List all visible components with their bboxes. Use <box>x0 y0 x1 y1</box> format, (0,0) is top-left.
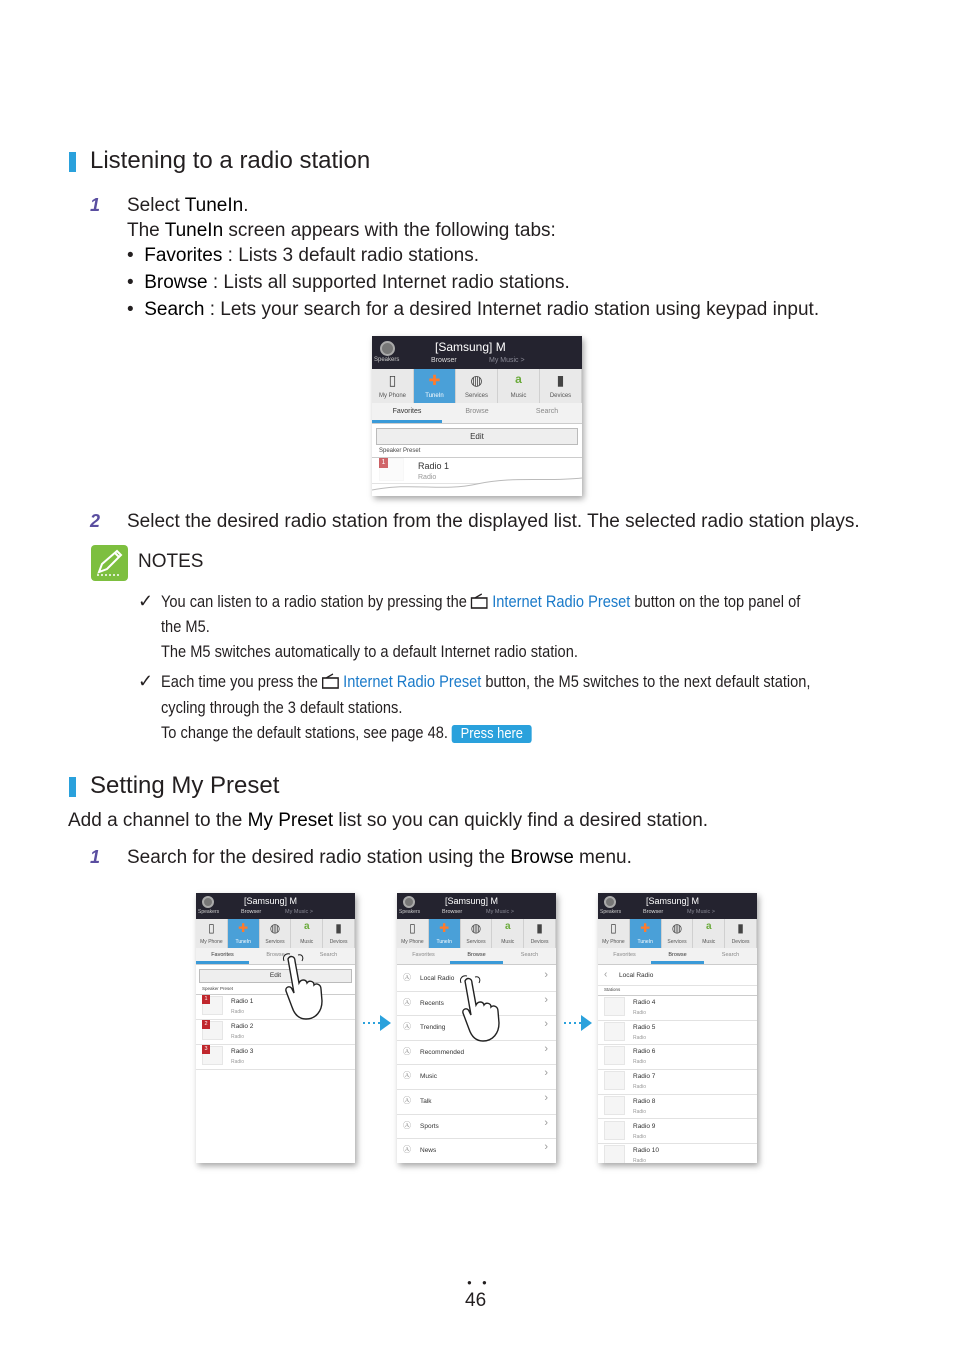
text: button, the M5 switches to the next default station, <box>481 672 811 691</box>
item-subtitle: Radio <box>633 1034 647 1041</box>
tabs <box>196 948 355 965</box>
note1-line2: the M5. <box>161 617 210 636</box>
nav-music[interactable] <box>492 919 524 948</box>
text: Search for the desired radio station using the <box>127 847 511 868</box>
edit-button[interactable]: Edit <box>199 969 352 983</box>
text: TuneIn <box>436 939 452 945</box>
note1-line3: The M5 switches automatically to a default Internet radio station. <box>161 642 578 661</box>
text: Services <box>265 939 285 945</box>
radio-preset-icon <box>322 673 339 694</box>
bullet-dot: • <box>127 245 145 266</box>
section2-intro <box>68 810 708 832</box>
list-item[interactable] <box>598 1069 757 1095</box>
note1-line1 <box>161 592 800 614</box>
item-name: Radio 6 <box>633 1048 656 1056</box>
tab-favorites[interactable]: Favorites <box>613 952 636 958</box>
browser-tab: Browser <box>431 357 457 364</box>
nav-services[interactable] <box>461 919 493 948</box>
step-number: 2 <box>90 511 101 531</box>
text: To change the default stations, see page 48. <box>161 723 448 742</box>
radio-preset-icon <box>471 593 488 614</box>
item-subtitle: Radio <box>231 1034 245 1040</box>
nav-services[interactable] <box>260 919 292 948</box>
text: list so you can quickly find a desired station. <box>333 810 709 831</box>
hand-pointer-icon <box>459 975 507 1045</box>
speakers-label: Speakers <box>600 909 622 915</box>
browser-tab: Browser <box>442 909 463 915</box>
speaker-icon <box>403 896 415 908</box>
step-number: 1 <box>90 195 101 215</box>
chevron-right-icon: › <box>544 1116 548 1129</box>
nav-music[interactable] <box>693 919 725 948</box>
text: TuneIn <box>425 393 444 399</box>
my-preset-label: My Preset <box>247 810 334 831</box>
nav-devices[interactable] <box>323 919 355 948</box>
tab-search[interactable]: Search <box>319 952 338 958</box>
speaker-icon <box>380 341 395 356</box>
tab-search[interactable]: Search <box>520 952 539 958</box>
list-item[interactable] <box>397 1114 556 1140</box>
bullet-browse <box>127 272 570 294</box>
nav-bar <box>196 919 355 948</box>
notes-label: NOTES <box>138 551 204 572</box>
device-icon: ▮ <box>335 921 342 935</box>
tab-browse[interactable]: Browse <box>651 948 704 964</box>
local-radio-label: Local Radio <box>619 972 654 979</box>
device-icon: ▮ <box>556 372 565 388</box>
item-name: Radio 9 <box>633 1122 656 1130</box>
text: My Phone <box>378 393 406 399</box>
hand-pointer-icon <box>282 953 330 1023</box>
antenna-icon: Ⓐ <box>403 1046 411 1056</box>
text: screen appears with the following tabs: <box>223 220 556 241</box>
text: My Music <box>687 909 711 915</box>
nav-music[interactable] <box>291 919 323 948</box>
nav-devices[interactable] <box>540 369 582 403</box>
nav-bar <box>397 919 556 948</box>
list-item[interactable] <box>397 1089 556 1115</box>
text: Each time you press the <box>161 672 322 691</box>
text: TuneIn <box>235 939 251 945</box>
list-item[interactable] <box>598 1119 757 1145</box>
nav-bar <box>372 369 582 403</box>
press-here-button[interactable]: Press here <box>452 725 532 743</box>
item-subtitle: Radio <box>633 1084 647 1091</box>
phone-screenshot-favorites-tap <box>196 893 355 1163</box>
phone-screenshot-browse <box>397 893 556 1163</box>
text: : Lists 3 default radio stations. <box>222 245 479 266</box>
antenna-icon: Ⓐ <box>403 1022 411 1032</box>
item-subtitle: Radio <box>231 1059 245 1065</box>
phone-icon: ▯ <box>388 372 397 388</box>
section-title-listening: Listening to a radio station <box>90 147 371 174</box>
item-name: Sports <box>420 1122 439 1130</box>
text: Devices <box>549 393 572 399</box>
text: My Phone <box>602 939 625 945</box>
preset-flag: 1 <box>379 458 388 468</box>
note2-line3 <box>161 723 532 743</box>
item-name: Recommended <box>420 1048 465 1056</box>
antenna-icon: Ⓐ <box>403 973 411 982</box>
tunein-label: TuneIn <box>184 195 244 216</box>
station-thumbnail <box>604 1071 625 1090</box>
nav-services[interactable] <box>456 369 498 403</box>
tab-search[interactable]: Search <box>535 408 559 415</box>
preset-flag: 1 <box>202 995 210 1004</box>
text: Music <box>702 939 716 945</box>
phone-icon: ▯ <box>610 921 617 935</box>
tabs <box>372 403 582 424</box>
text: Music <box>300 939 314 945</box>
speaker-preset-header: Speaker Preset <box>372 448 582 458</box>
antenna-icon: Ⓐ <box>403 1120 411 1130</box>
section-marker <box>69 777 76 797</box>
my-music-tab: My Music > <box>486 909 514 915</box>
amazon-icon: a <box>304 921 310 932</box>
antenna-icon: Ⓐ <box>403 1145 411 1155</box>
item-subtitle: Radio <box>633 1158 647 1163</box>
item-name: News <box>420 1147 437 1155</box>
app-header <box>598 893 757 919</box>
station-thumbnail <box>604 1121 625 1140</box>
text: Select <box>127 195 185 216</box>
item-name: Radio 2 <box>231 1023 254 1030</box>
tab-favorites[interactable]: Favorites <box>412 952 435 958</box>
phone-screenshot-local-radio <box>598 893 757 1163</box>
item-name: Radio 5 <box>633 1023 656 1031</box>
chevron-right-icon: › <box>544 993 548 1006</box>
bullet-favorites <box>127 245 479 267</box>
list-item[interactable] <box>196 1044 355 1070</box>
text: My Music <box>489 357 519 364</box>
globe-icon: ◍ <box>671 921 683 935</box>
station-name: Radio 1 <box>418 461 450 471</box>
list-item[interactable] <box>397 1138 556 1163</box>
device-title: [Samsung] M <box>435 340 506 354</box>
preset-flag: 3 <box>202 1045 210 1054</box>
item-name: Radio 1 <box>231 998 254 1005</box>
item-subtitle: Radio <box>633 1010 647 1016</box>
tunein-icon: ✚ <box>428 372 441 388</box>
internet-radio-preset-label: Internet Radio Preset <box>492 592 631 611</box>
device-icon: ▮ <box>536 921 543 935</box>
globe-icon: ◍ <box>470 372 483 388</box>
check-icon: ✓ <box>138 591 154 611</box>
item-name: Local Radio <box>420 975 455 982</box>
section2-step1 <box>127 847 632 869</box>
text: : Lets your search for a desired Internet radio station using keypad input. <box>204 299 820 320</box>
text: Services <box>667 939 687 945</box>
tab-browse[interactable]: Browse <box>465 408 489 415</box>
tunein-icon: ✚ <box>439 921 450 935</box>
text: Devices <box>731 939 750 945</box>
tab-search[interactable]: Search <box>721 952 740 958</box>
list-item[interactable] <box>598 995 757 1021</box>
tunein-icon: ✚ <box>640 921 651 935</box>
tab-browse[interactable]: Browse <box>450 948 503 964</box>
list-item[interactable] <box>397 1064 556 1090</box>
list-item[interactable] <box>196 994 355 1020</box>
list-item[interactable] <box>598 1143 757 1163</box>
item-subtitle: Radio <box>633 1108 647 1115</box>
bullet-search <box>127 299 819 321</box>
list-item[interactable] <box>598 1044 757 1070</box>
bullet-dot: • <box>127 299 145 320</box>
chevron-right-icon: › <box>544 1042 548 1055</box>
device-title: [Samsung] M <box>646 896 700 906</box>
search-label: Search <box>144 299 205 320</box>
item-name: Recents <box>420 999 444 1007</box>
browser-tab: Browser <box>643 909 664 915</box>
section-marker <box>69 152 76 172</box>
note2-line2: cycling through the 3 default stations. <box>161 698 403 717</box>
step2-text: Select the desired radio station from the displayed list. The selected radio station plays. <box>127 511 860 532</box>
list-item[interactable] <box>196 1019 355 1045</box>
back-chevron-icon: ‹ <box>604 969 608 980</box>
nav-my-phone[interactable] <box>598 919 630 948</box>
text: Music <box>510 393 527 399</box>
text: button on the top panel of <box>630 592 801 611</box>
internet-radio-preset-label: Internet Radio Preset <box>343 672 482 691</box>
app-header <box>372 336 582 369</box>
phone-icon: ▯ <box>208 921 215 935</box>
amazon-icon: a <box>505 921 511 932</box>
list-item[interactable] <box>598 1094 757 1120</box>
tab-favorites[interactable]: Favorites <box>196 948 249 964</box>
speakers-label: Speakers <box>374 357 400 363</box>
nav-my-phone[interactable] <box>397 919 429 948</box>
speakers-label: Speakers <box>198 909 220 915</box>
app-header <box>196 893 355 919</box>
antenna-icon: Ⓐ <box>403 997 411 1007</box>
tunein-icon: ✚ <box>238 921 249 935</box>
text: Devices <box>329 939 348 945</box>
amazon-icon: a <box>515 372 522 386</box>
station-type: Radio <box>418 474 437 481</box>
list-item[interactable] <box>598 1020 757 1046</box>
phone-icon: ▯ <box>409 921 416 935</box>
amazon-icon: a <box>706 921 712 932</box>
chevron-right-icon: › <box>544 969 548 981</box>
item-name: Talk <box>420 1098 432 1105</box>
nav-tunein[interactable] <box>429 919 461 948</box>
bullet-dot: • <box>127 272 145 293</box>
device-icon: ▮ <box>737 921 744 935</box>
chevron-right-icon: › <box>544 1067 548 1080</box>
station-thumbnail <box>604 997 625 1016</box>
tunein-label: TuneIn <box>164 220 224 241</box>
edit-button[interactable]: Edit <box>376 428 578 445</box>
favorites-label: Favorites <box>144 245 223 266</box>
speaker-icon <box>202 896 214 908</box>
chevron-right-icon: › <box>544 1018 548 1031</box>
device-title: [Samsung] M <box>244 896 298 906</box>
speakers-label: Speakers <box>399 909 421 915</box>
nav-my-phone[interactable] <box>372 369 414 403</box>
speaker-icon <box>604 896 616 908</box>
item-subtitle: Radio <box>633 1059 647 1066</box>
device-title: [Samsung] M <box>445 896 499 906</box>
app-header <box>397 893 556 919</box>
nav-music[interactable] <box>498 369 540 403</box>
nav-devices[interactable] <box>725 919 757 948</box>
page-number: 46 <box>465 1290 487 1311</box>
browser-tab: Browser <box>241 909 262 915</box>
page-dots: ● ● <box>467 1278 491 1287</box>
text: My Music <box>486 909 510 915</box>
my-music-tab: My Music > <box>285 909 313 915</box>
text: My Phone <box>401 939 424 945</box>
nav-services[interactable] <box>662 919 694 948</box>
browse-label: Browse <box>510 847 574 868</box>
note2-line1 <box>161 672 810 694</box>
phone-screenshot-favorites <box>372 336 582 496</box>
antenna-icon: Ⓐ <box>403 1096 411 1105</box>
my-music-tab: My Music > <box>687 909 715 915</box>
nav-tunein[interactable] <box>228 919 260 948</box>
nav-tunein[interactable] <box>414 369 456 403</box>
text: . <box>243 195 249 216</box>
item-name: Music <box>420 1073 437 1081</box>
station-thumbnail <box>604 1096 625 1115</box>
tabs <box>598 948 757 965</box>
text: My Music <box>285 909 309 915</box>
item-name: Radio 10 <box>633 1147 660 1155</box>
station-thumbnail <box>604 1145 625 1163</box>
nav-bar <box>598 919 757 948</box>
speaker-preset-header: Speaker Preset <box>196 986 355 995</box>
globe-icon: ◍ <box>470 921 482 935</box>
text: TuneIn <box>637 939 653 945</box>
item-subtitle: Radio <box>231 1009 245 1015</box>
tab-favorites[interactable]: Favorites <box>372 403 442 423</box>
notes-pencil-icon <box>91 545 128 581</box>
item-subtitle: Radio <box>633 1133 647 1140</box>
item-name: Radio 8 <box>633 1097 656 1105</box>
text: Music <box>501 939 515 945</box>
item-name: Radio 4 <box>633 999 656 1006</box>
text: Add a channel to the <box>68 810 248 831</box>
item-name: Radio 3 <box>231 1048 254 1055</box>
tab-browse[interactable]: Browse <box>266 952 285 958</box>
chevron-right-icon: › <box>544 1141 548 1154</box>
station-thumbnail <box>604 1046 625 1065</box>
text: The <box>127 220 165 241</box>
step1-line2 <box>127 220 556 242</box>
globe-icon: ◍ <box>269 921 281 935</box>
check-icon: ✓ <box>138 671 154 691</box>
tabs <box>397 948 556 965</box>
text: You can listen to a radio station by pressing the <box>161 592 471 611</box>
section-title-setting-my-preset: Setting My Preset <box>90 772 280 799</box>
item-name: Trending <box>420 1024 446 1032</box>
step1-line1 <box>127 195 248 217</box>
flow-arrow-icon <box>563 1014 593 1032</box>
text: Services <box>464 393 488 399</box>
antenna-icon: Ⓐ <box>403 1071 411 1081</box>
browse-label: Browse <box>144 272 208 293</box>
text: My Phone <box>200 939 223 945</box>
flow-arrow-icon <box>362 1014 392 1032</box>
my-music-tab: My Music > <box>489 357 525 364</box>
stations-header: Stations <box>598 987 757 996</box>
station-thumbnail <box>604 1022 625 1041</box>
chevron-right-icon: › <box>544 1092 548 1104</box>
step-number: 1 <box>90 847 101 867</box>
back-row[interactable] <box>598 967 757 986</box>
nav-my-phone[interactable] <box>196 919 228 948</box>
item-name: Radio 7 <box>633 1073 656 1081</box>
nav-tunein[interactable] <box>630 919 662 948</box>
torn-edge <box>372 476 582 496</box>
preset-flag: 2 <box>202 1020 210 1029</box>
nav-devices[interactable] <box>524 919 556 948</box>
text: Services <box>466 939 486 945</box>
text: Devices <box>530 939 549 945</box>
text: menu. <box>573 847 632 868</box>
text: : Lists all supported Internet radio stations. <box>207 272 570 293</box>
